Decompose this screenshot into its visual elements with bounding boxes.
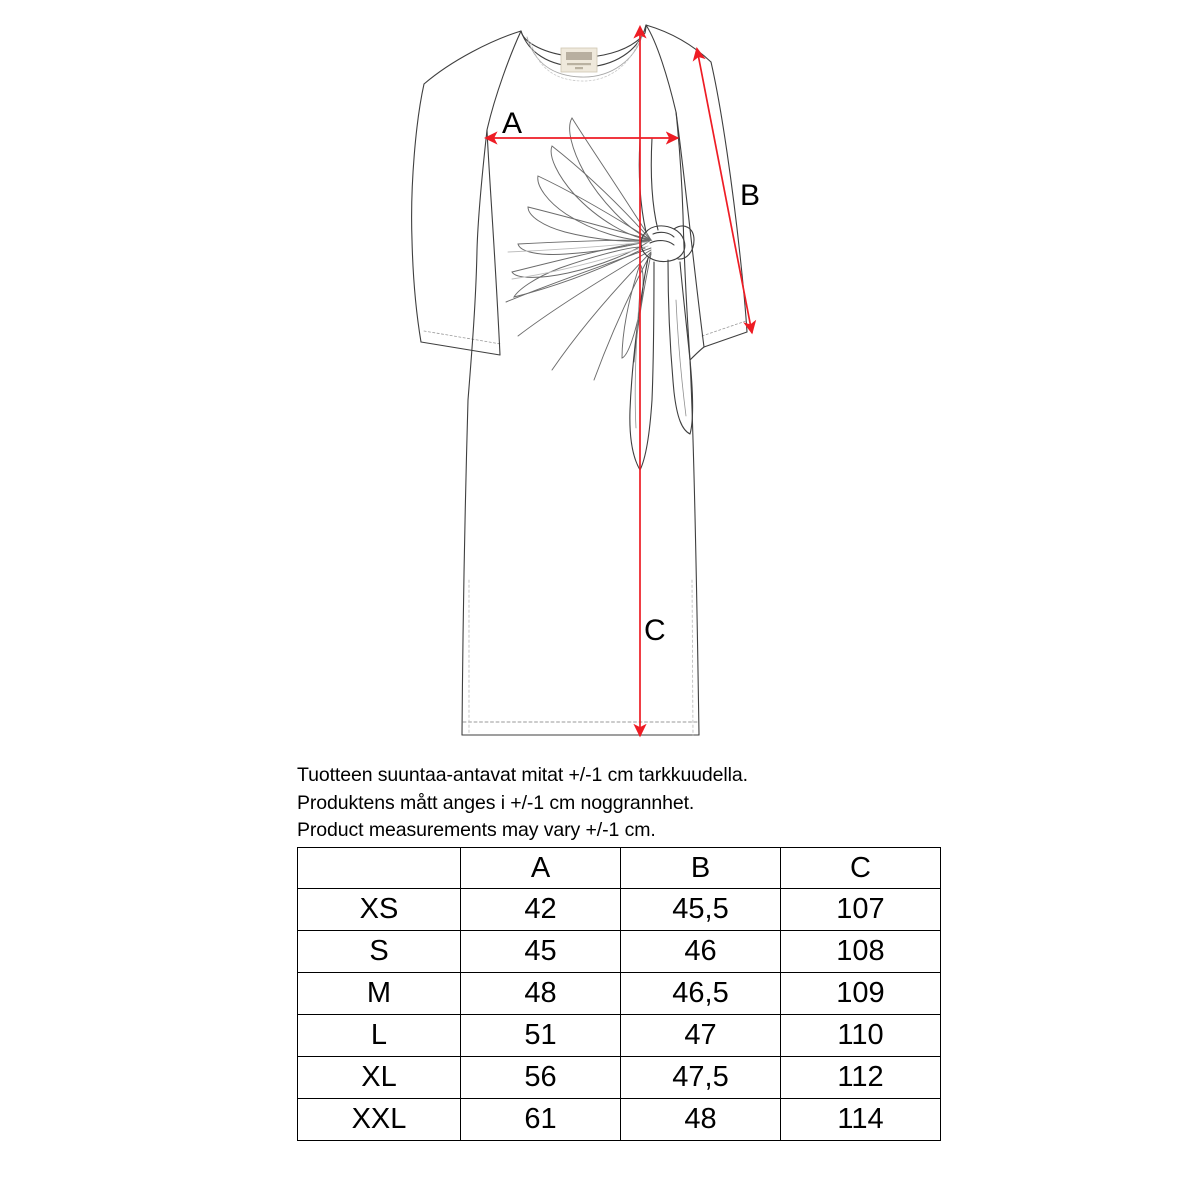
marker-label-c: C	[644, 614, 666, 647]
size-measurements-table	[297, 847, 941, 1141]
cell-size: M	[298, 973, 461, 1015]
note-line-en: Product measurements may vary +/-1 cm.	[297, 819, 656, 841]
measurement-disclaimer	[297, 762, 997, 845]
header-cell-b: B	[621, 848, 781, 889]
brand-label-tag	[561, 48, 597, 72]
cell-size: XXL	[298, 1099, 461, 1141]
cell-b: 46	[621, 931, 781, 973]
cell-a: 48	[461, 973, 621, 1015]
cell-c: 107	[781, 889, 941, 931]
cell-c: 109	[781, 973, 941, 1015]
table-header-row	[298, 848, 941, 889]
marker-label-a: A	[502, 107, 523, 140]
cell-b: 47,5	[621, 1057, 781, 1099]
cell-a: 51	[461, 1015, 621, 1057]
cell-b: 46,5	[621, 973, 781, 1015]
cell-a: 45	[461, 931, 621, 973]
cell-size: S	[298, 931, 461, 973]
header-cell-size	[298, 848, 461, 889]
cell-b: 48	[621, 1099, 781, 1141]
front-gather-pleats	[506, 118, 651, 380]
cell-size: L	[298, 1015, 461, 1057]
cell-size: XS	[298, 889, 461, 931]
header-cell-c: C	[781, 848, 941, 889]
cell-b: 45,5	[621, 889, 781, 931]
cell-a: 42	[461, 889, 621, 931]
note-line-sv: Produktens mått anges i +/-1 cm noggrannhet.	[297, 791, 695, 814]
table-row	[298, 889, 941, 931]
header-cell-a: A	[461, 848, 621, 889]
cell-a: 56	[461, 1057, 621, 1099]
cell-a: 61	[461, 1099, 621, 1141]
cell-c: 114	[781, 1099, 941, 1141]
cell-c: 112	[781, 1057, 941, 1099]
table-row	[298, 931, 941, 973]
note-line-fi: Tuotteen suuntaa-antavat mitat +/-1 cm tarkkuudella.	[297, 764, 748, 786]
table-row	[298, 1057, 941, 1099]
size-table-container	[297, 847, 940, 1141]
cell-c: 108	[781, 931, 941, 973]
marker-label-b: B	[740, 179, 761, 212]
front-gather-pleats-faint	[508, 242, 648, 279]
table-row	[298, 973, 941, 1015]
table-row	[298, 1099, 941, 1141]
cell-c: 110	[781, 1015, 941, 1057]
table-row	[298, 1015, 941, 1057]
cell-size: XL	[298, 1057, 461, 1099]
cell-b: 47	[621, 1015, 781, 1057]
